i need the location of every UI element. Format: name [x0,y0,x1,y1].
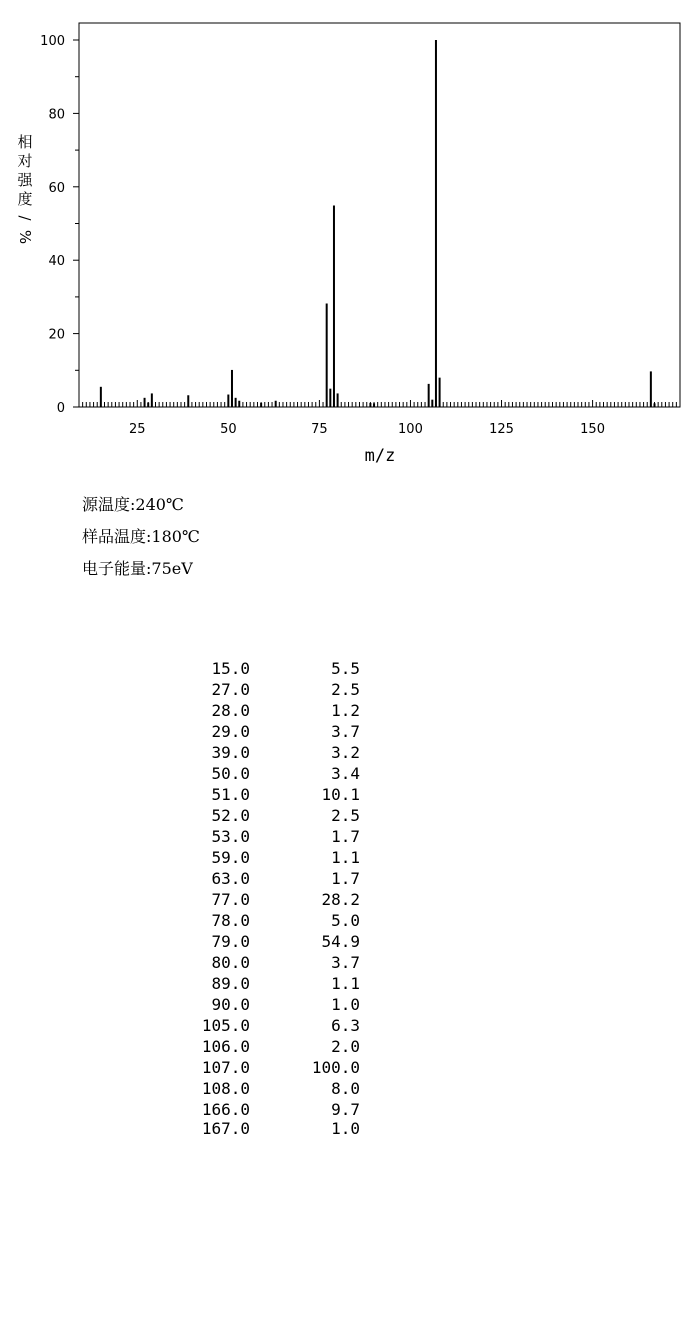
peak-abundance: 9.7 [331,1100,360,1119]
peak-mz: 78.0 [211,911,250,930]
peak-abundance: 1.7 [331,827,360,846]
peak-abundance: 8.0 [331,1079,360,1098]
peak-abundance: 5.5 [331,659,360,678]
acquisition-conditions [82,490,200,586]
y-axis [40,34,79,416]
x-axis-label: m/z [364,446,396,466]
peak-mz: 105.0 [201,1016,250,1035]
peak-mz: 29.0 [211,722,250,741]
peak-mz: 90.0 [211,995,250,1014]
peak-mz: 50.0 [211,764,250,783]
x-tick-label: 75 [311,422,328,437]
peak-abundance: 3.4 [331,764,360,783]
peak-abundance: 1.0 [331,995,360,1014]
y-axis-label-char: / [16,215,34,221]
peak-abundance: 2.0 [331,1037,360,1056]
peak-abundance: 3.7 [331,953,360,972]
y-axis-label [16,133,34,244]
y-axis-label-char: 相 [17,133,33,151]
peak-mz: 15.0 [211,659,250,678]
y-tick-label: 0 [56,401,65,416]
mass-spectrum-chart [0,0,687,480]
y-axis-label-char: % [16,229,34,245]
peak-abundance: 1.7 [331,869,360,888]
spectrum-peaks [101,40,655,407]
y-tick-label: 20 [48,327,65,343]
peak-mz: 108.0 [201,1079,250,1098]
peak-mz: 39.0 [211,743,250,762]
peak-abundance: 100.0 [311,1058,360,1077]
sample-temperature: 样品温度:180℃ [82,527,200,546]
x-axis [83,400,677,437]
peak-mz: 106.0 [201,1037,250,1056]
x-tick-label: 150 [580,422,605,437]
y-axis-label-char: 对 [17,152,33,170]
x-tick-label: 25 [129,422,146,437]
y-tick-label: 40 [48,254,65,270]
electron-energy: 电子能量:75eV [82,559,193,578]
peak-mz: 28.0 [211,701,250,720]
peak-abundance: 10.1 [321,785,360,804]
peak-abundance: 5.0 [331,911,360,930]
peak-mz: 79.0 [211,932,250,951]
peak-abundance: 1.2 [331,701,360,720]
y-tick-label: 100 [40,34,65,49]
x-tick-label: 125 [489,422,514,437]
peak-abundance: 3.7 [331,722,360,741]
y-axis-label-char: 强 [17,171,33,189]
x-tick-label: 100 [398,422,423,437]
peak-abundance: 2.5 [331,680,360,699]
y-tick-label: 60 [48,180,65,196]
peak-abundance: 1.0 [331,1119,360,1138]
peak-mz: 77.0 [211,890,250,909]
peak-mz: 53.0 [211,827,250,846]
peak-mz: 166.0 [201,1100,250,1119]
plot-frame [79,23,680,407]
peak-mz: 167.0 [201,1119,250,1138]
y-tick-label: 80 [48,107,65,123]
peak-abundance: 3.2 [331,743,360,762]
peak-mz: 89.0 [211,974,250,993]
peak-abundance: 28.2 [321,890,360,909]
peak-mz: 63.0 [211,869,250,888]
peak-abundance: 6.3 [331,1016,360,1035]
peak-abundance: 1.1 [331,848,360,867]
peak-abundance: 2.5 [331,806,360,825]
peak-abundance: 1.1 [331,974,360,993]
peak-mz: 80.0 [211,953,250,972]
peak-mz: 51.0 [211,785,250,804]
peak-mz: 59.0 [211,848,250,867]
peak-mz: 52.0 [211,806,250,825]
source-temperature: 源温度:240℃ [82,495,184,514]
y-axis-label-char: 度 [17,190,33,208]
peak-mz: 27.0 [211,680,250,699]
peak-abundance: 54.9 [321,932,360,951]
peak-mz: 107.0 [201,1058,250,1077]
x-tick-label: 50 [220,422,237,437]
